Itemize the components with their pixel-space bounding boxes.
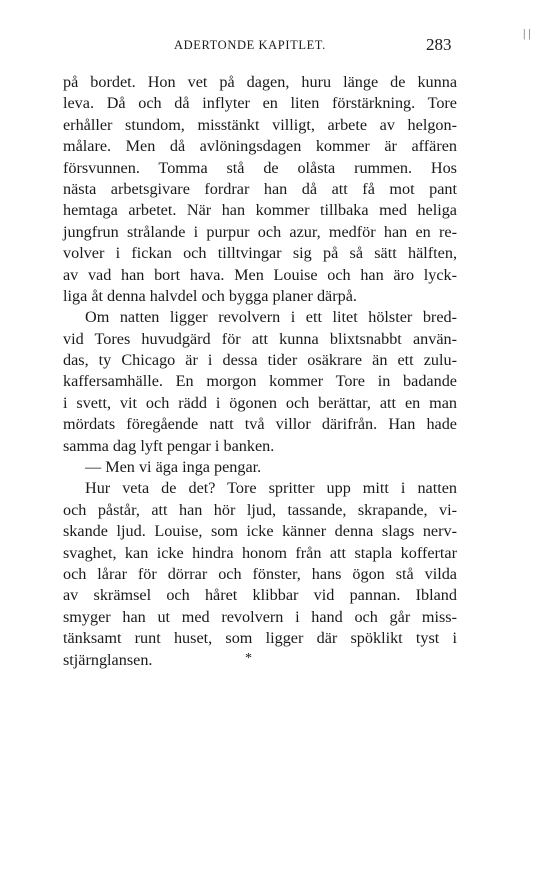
text-line: smyger han ut med revolvern i hand och går miss-: [63, 607, 457, 626]
text-line: Om natten ligger revolvern i ett litet hölster bred-: [85, 308, 457, 327]
text-line: vid Tores huvudgärd för att kunna blixtsnabbt använ-: [63, 329, 457, 348]
text-line: erhåller stundom, misstänkt villigt, arbete av helgon-: [63, 115, 457, 134]
text-line: hemtaga arbetet. När han kommer tillbaka med heliga: [63, 201, 457, 220]
text-line: och påstår, att han hör ljud, tassande, skrapande, vi-: [63, 500, 457, 519]
text-line: av vad han bort hava. Men Louise och han äro lyck-: [63, 265, 457, 284]
text-line: tänksamt runt huset, som ligger där spöklikt tyst i: [63, 629, 457, 648]
text-line: das, ty Chicago är i dessa tider osäkrare än ett zulu-: [63, 351, 457, 370]
text-line: samma dag lyft pengar i banken.: [63, 436, 275, 455]
text-line: skande ljud. Louise, som icke känner denna slags nerv-: [63, 522, 457, 541]
text-line: liga åt denna halvdel och bygga planer därpå.: [63, 286, 357, 305]
running-head: ADERTONDE KAPITLET.: [174, 38, 326, 52]
text-line: svaghet, kan icke hindra honom från att stapla koffertar: [63, 543, 457, 562]
text-line: stjärnglansen.: [63, 650, 153, 669]
text-line: försvunnen. Tomma stå de olåsta rummen. Hos: [63, 158, 457, 177]
text-line: målare. Men då avlöningsdagen kommer är affären: [63, 137, 457, 156]
text-line: mördats föregående natt två villor därifrån. Han hade: [63, 415, 457, 434]
text-line: och lårar för dörrar och fönster, hans ögon stå vilda: [63, 564, 457, 583]
margin-mark: | |: [523, 26, 531, 40]
text-line: — Men vi äga inga pengar.: [85, 458, 262, 477]
text-line: på bordet. Hon vet på dagen, huru länge de kunna: [63, 73, 457, 91]
page-number: 283: [426, 35, 452, 54]
text-line: volver i fickan och tilltvingar sig på så sätt hälften,: [63, 244, 457, 263]
text-line: nästa arbetsgivare fordrar han då att få mot pant: [63, 179, 457, 198]
text-line: i svett, vit och rädd i ögonen och berättar, att en man: [63, 393, 457, 412]
text-line: leva. Då och då inflyter en liten förstärkning. Tore: [63, 94, 457, 113]
text-line: jungfrun strålande i purpur och azur, medför han en re-: [63, 222, 457, 241]
body-text: [63, 72, 457, 671]
text-line: av skrämsel och håret klibbar vid pannan. Ibland: [63, 586, 457, 605]
end-ornament: *: [245, 651, 252, 666]
text-line: Hur veta de det? Tore spritter upp mitt i natten: [85, 479, 457, 498]
text-line: kaffersamhälle. En morgon kommer Tore in badande: [63, 372, 457, 391]
